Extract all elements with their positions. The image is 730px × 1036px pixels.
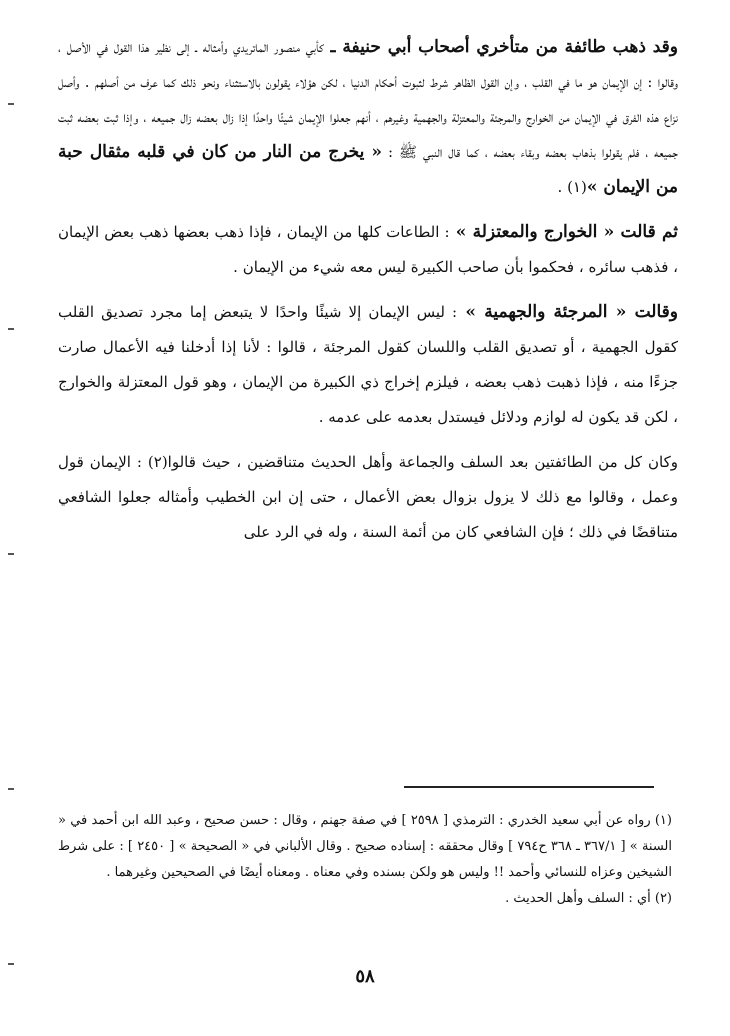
- footnote: (١) رواه عن أبي سعيد الخدري : الترمذي [ ٢٥٩٨ ] في صفة جهنم ، وقال : حسن صحيح ، وعبد الله ابن أحمد في « السنة » [ ٣٦٧/١ ـ ٣٦٨ ح٧٩٤ ] وقال محققه : إسناده صحيح . وقال الألباني في « الصحيحة » [ ٢٤٥٠ ] : على شرط الشيخين وعزاه للنسائي وأحمد !! وليس هو ولكن بسنده وفي معناه . ومعناه أيضًا في الصحيحين وغيرهما .: [58, 813, 673, 880]
- scan-mark: [8, 328, 14, 330]
- paragraph: [58, 295, 678, 435]
- footnote-separator: [404, 786, 654, 788]
- text-run: كأبي منصور الماتريدي وأمثاله ـ إلى نظير هذا القول في الأصل ، وقالوا : إن الإيمان هو ما في القلب ، وإن القول الظاهر شرط لثبوت أحكام الدنيا ، لكن هؤلاء يقولون بالاستثناء ونحو ذلك كما عرف من أصلهم . وأصل نزاع هذه الفرق في الإيمان من الخوارج والمرجئة والمعتزلة والجهمية وغيرهم ، أنهم جعلوا الإيمان شيئًا واحدًا إذا زال بعضه زال جميعه ، وإذا ثبت بعضه ثبت جميعه ، فلم يقولوا بذهاب بعضه وبقاء بعضه ، كما قال النبي ﷺ :: [58, 38, 678, 161]
- footnotes: [58, 808, 672, 912]
- text-run: : الطاعات كلها من الإيمان ، فإذا ذهب بعضها ذهب بعض الإيمان ، فذهب سائره ، فحكموا بأن صاحب الكبيرة ليس معه شيء من الإيمان .: [58, 223, 678, 276]
- paragraph: [58, 215, 678, 285]
- scan-mark: [8, 103, 14, 105]
- text-run: (١) .: [557, 178, 587, 196]
- bold-phrase: « يخرج من النار من كان في قلبه مثقال حبة من الإيمان »: [58, 142, 678, 197]
- paragraph: [58, 445, 678, 550]
- bold-phrase: وقد ذهب طائفة من متأخري أصحاب أبي حنيفة ـ: [323, 37, 678, 57]
- scan-mark: [8, 963, 14, 965]
- text-run: وكان كل من الطائفتين بعد السلف والجماعة وأهل الحديث متناقضين ، حيث قالوا(٢) : الإيمان قول وعمل ، وقالوا مع ذلك لا يزول بزوال بعض الأعمال ، حتى إن ابن الخطيب وأمثاله جعلوا الشافعي متناقضًا في ذلك ؛ فإن الشافعي كان من أئمة السنة ، وله في الرد على: [58, 453, 678, 541]
- bold-phrase: وقالت « المرجئة والجهمية »: [457, 302, 678, 322]
- paragraph: [58, 30, 678, 205]
- scan-mark: [8, 553, 14, 555]
- main-text: [58, 30, 678, 550]
- text-run: : ليس الإيمان إلا شيئًا واحدًا لا يتبعض إما مجرد تصديق القلب كقول الجهمية ، أو تصديق القلب واللسان كقول المرجئة ، قالوا : لأنا إذا أدخلنا فيه الأعمال صارت جزءًا منه ، فإذا ذهبت ذهب بعضه ، فيلزم إخراج ذي الكبيرة من الإيمان ، وهو قول المعتزلة والخوارج ، لكن قد يكون له لوازم ودلائل فيستدل بعدمه على عدمه .: [58, 303, 678, 426]
- footnote: (٢) أي : السلف وأهل الحديث .: [505, 891, 672, 906]
- page-number: ٥٨: [355, 966, 375, 987]
- scan-mark: [8, 788, 14, 790]
- bold-phrase: ثم قالت « الخوارج والمعتزلة »: [449, 222, 678, 242]
